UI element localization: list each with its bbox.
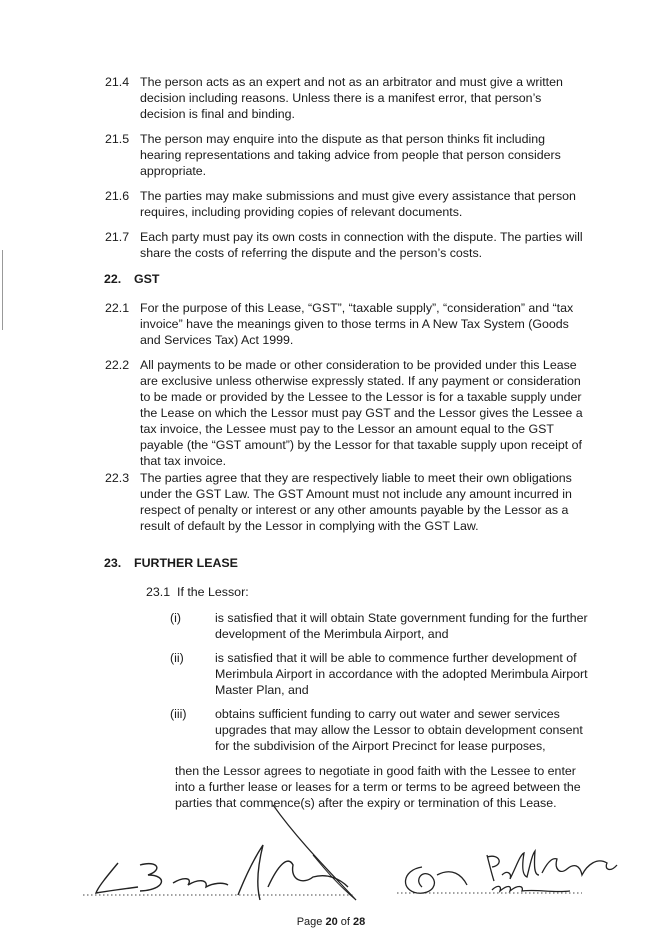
clause-23-conclusion [175,763,585,811]
page-footer [0,914,662,930]
footer-sep: of [337,916,354,928]
clause-text: The person acts as an expert and not as an arbitrator and must give a written decision including reasons. Unless there is a manifest error, that person’s decision is final and binding. [140,75,563,121]
clause-number: 21.5 [105,132,130,146]
subitem-text: is satisfied that it will obtain State government funding for the further development of the Merimbula Airport, and [215,611,588,641]
clause-21-4 [105,74,585,122]
clause-text: Each party must pay its own costs in connection with the dispute. The parties will share the costs of referring the dispute and the person’s costs. [140,230,583,260]
clause-21-6 [105,188,585,220]
clause-text: If the Lessor: [177,585,249,599]
heading-title: FURTHER LEASE [134,556,238,570]
conclusion-text: then the Lessor agrees to negotiate in good faith with the Lessee to enter into a further lease or leases for a term or terms to be agreed between the parties that commence(s) after the expiry or termination of this Lease. [175,764,581,810]
clause-23-1 [146,584,249,600]
clause-text: The person may enquire into the dispute as that person thinks fit including hearing representations and taking advice from people that person considers appropriate. [140,132,561,178]
clause-number: 23.1 [146,585,171,599]
heading-number: 22. [104,272,122,286]
margin-line [2,250,3,330]
subitem-text: obtains sufficient funding to carry out water and sewer services upgrades that may allow the Lessor to obtain development consent for the subdivision of the Airport Precinct for lease purposes, [215,707,583,753]
footer-current-page: 20 [325,916,338,928]
clause-text: The parties may make submissions and must give every assistance that person requires, including providing copies of relevant documents. [140,189,576,219]
clause-number: 22.2 [105,358,130,372]
clause-21-7 [105,229,585,261]
clause-22-1 [105,300,585,348]
clause-number: 21.7 [105,230,130,244]
clause-text: The parties agree that they are respectively liable to meet their own obligations under the GST Law. The GST Amount must not include any amount incurred in respect of penalty or interest or any other amounts payable by the Lessor as a result of default by the Lessor in complying with the GST Law. [140,471,572,533]
clause-22-heading [104,271,159,287]
clause-number: 21.4 [105,75,130,89]
heading-number: 23. [104,556,122,570]
subitem-i [170,610,595,642]
clause-text: For the purpose of this Lease, “GST”, “taxable supply”, “consideration” and “tax invoice” have the meanings given to those terms in A New Tax System (Goods and Services Tax) Act 1999. [140,301,574,347]
subitem-ii [170,650,595,698]
heading-title: GST [134,272,160,286]
subitem-iii [170,706,595,754]
subitem-number: (iii) [170,707,187,721]
footer-prefix: Page [296,916,326,928]
clause-number: 22.1 [105,301,130,315]
subitem-number: (ii) [170,651,184,665]
clause-22-3 [105,470,585,534]
clause-22-2 [105,357,585,469]
clause-text: All payments to be made or other consideration to be provided under this Lease are exclusive unless otherwise expressly stated. If any payment or consideration to be made or provided by the Lessee to the Lessor is for a taxable supply under the Lease on which the Lessor must pay GST and the Lessor gives the Lessee a tax invoice, the Lessee must pay to the Lessor an amount equal to the GST payable (the “GST amount”) by the Lessor for that taxable supply upon receipt of that tax invoice. [140,358,583,468]
footer-total-pages: 28 [353,916,366,928]
clause-23-heading [104,555,238,571]
subitem-text: is satisfied that it will be able to commence further development of Merimbula Airport in accordance with the adopted Merimbula Airport Master Plan, and [215,651,588,697]
subitem-number: (i) [170,611,182,625]
left-signature [78,805,378,905]
clause-21-5 [105,131,585,179]
clause-number: 21.6 [105,189,130,203]
right-signature [392,845,632,905]
clause-number: 22.3 [105,471,130,485]
